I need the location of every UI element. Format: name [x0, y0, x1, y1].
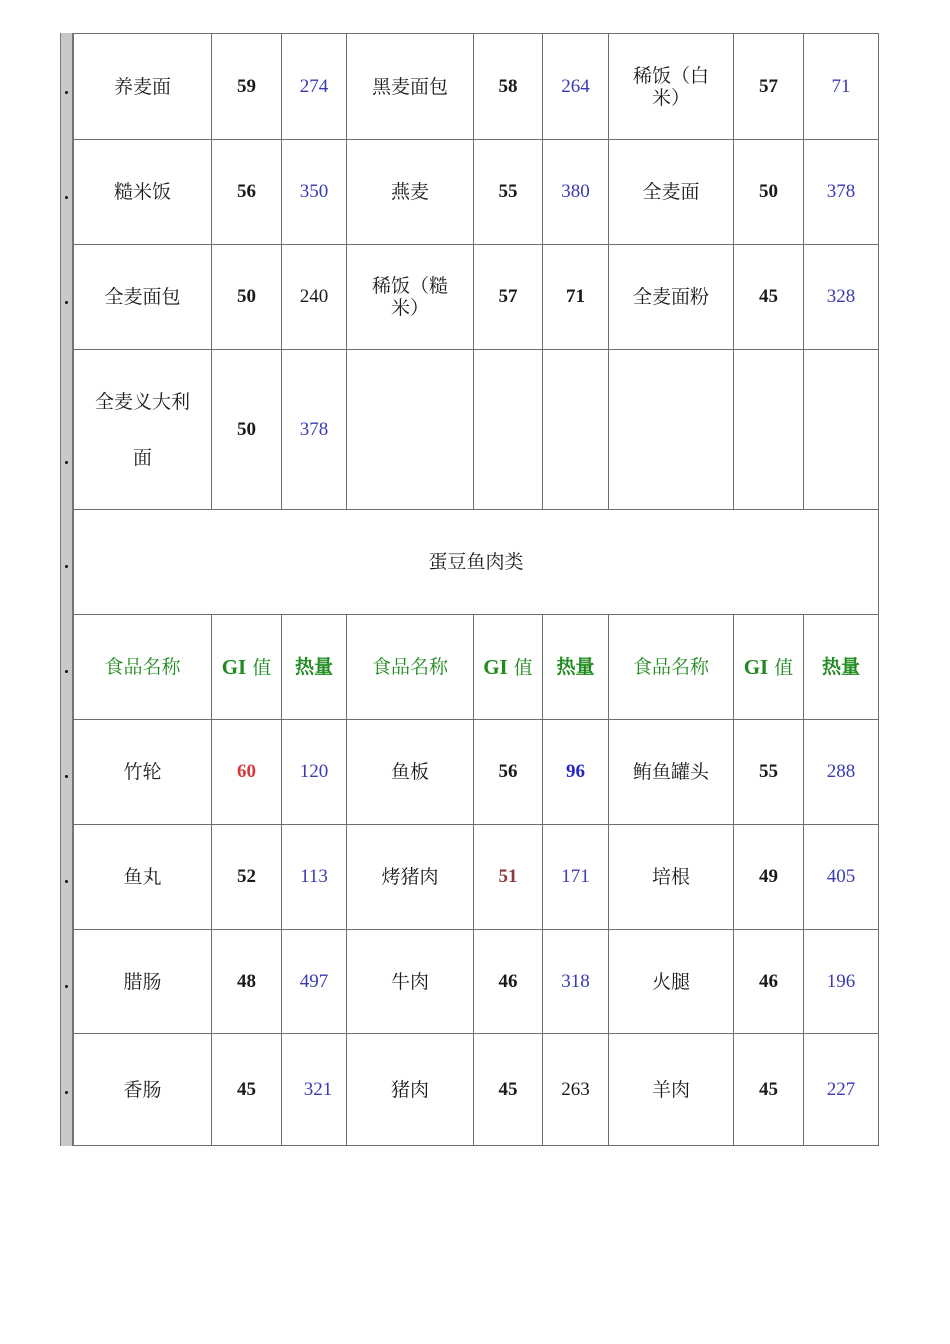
gi-value: 58	[474, 34, 543, 140]
header-kcal: 热量	[282, 615, 347, 720]
food-name: 稀饭（白米）	[632, 64, 709, 109]
kcal-value: 288	[804, 720, 879, 825]
gi-value: 56	[474, 720, 543, 825]
header-gi-latin: GI	[743, 654, 769, 679]
gi-value: 56	[212, 140, 282, 245]
header-row	[74, 615, 879, 720]
gi-value: 45	[474, 1034, 543, 1146]
row-marker	[65, 565, 68, 568]
food-name: 牛肉	[347, 930, 474, 1034]
kcal-value: 350	[282, 140, 347, 245]
gi-value: 57	[474, 245, 543, 350]
food-name: 羊肉	[609, 1034, 734, 1146]
header-gi	[212, 615, 282, 720]
food-name: 全麦义大利面	[94, 390, 190, 469]
row-marker	[65, 880, 68, 883]
row-marker	[65, 196, 68, 199]
gi-food-sheet	[60, 33, 878, 1146]
kcal-value: 227	[804, 1034, 879, 1146]
food-name: 养麦面	[74, 34, 212, 140]
gi-value: 60	[212, 720, 282, 825]
kcal-value: 240	[282, 245, 347, 350]
gi-value: 57	[734, 34, 804, 140]
food-name: 全麦面包	[74, 245, 212, 350]
kcal-value: 264	[543, 34, 609, 140]
kcal-value: 321	[282, 1034, 347, 1146]
gi-value: 48	[212, 930, 282, 1034]
gi-value: 45	[734, 1034, 804, 1146]
table-row	[74, 34, 879, 140]
kcal-value: 378	[804, 140, 879, 245]
section-title: 蛋豆鱼肉类	[74, 510, 879, 615]
food-name: 鱼板	[347, 720, 474, 825]
food-name-cell	[74, 350, 212, 510]
header-food-name: 食品名称	[609, 615, 734, 720]
kcal-value: 71	[804, 34, 879, 140]
kcal-value: 196	[804, 930, 879, 1034]
header-kcal: 热量	[543, 615, 609, 720]
kcal-value: 497	[282, 930, 347, 1034]
header-gi-cjk: 值	[774, 656, 794, 679]
gi-value: 49	[734, 825, 804, 930]
food-name: 培根	[609, 825, 734, 930]
kcal-value: 274	[282, 34, 347, 140]
kcal-value: 378	[282, 350, 347, 510]
header-gi	[474, 615, 543, 720]
row-marker	[65, 301, 68, 304]
food-name: 全麦面粉	[609, 245, 734, 350]
row-marker	[65, 1091, 68, 1094]
header-kcal: 热量	[804, 615, 879, 720]
gi-value: 59	[212, 34, 282, 140]
kcal-value: 263	[543, 1034, 609, 1146]
gi-value: 55	[734, 720, 804, 825]
row-marker	[65, 670, 68, 673]
table-row	[74, 350, 879, 510]
food-name: 全麦面	[609, 140, 734, 245]
food-name: 火腿	[609, 930, 734, 1034]
gi-value: 55	[474, 140, 543, 245]
kcal-value: 113	[282, 825, 347, 930]
gi-value: 50	[212, 350, 282, 510]
food-name: 鱼丸	[74, 825, 212, 930]
table-row	[74, 140, 879, 245]
section-row	[74, 510, 879, 615]
empty-cell	[734, 350, 804, 510]
gi-value: 45	[212, 1034, 282, 1146]
food-name: 糙米饭	[74, 140, 212, 245]
food-name-cell	[347, 245, 474, 350]
food-name: 黑麦面包	[347, 34, 474, 140]
gi-value: 45	[734, 245, 804, 350]
gi-value: 46	[474, 930, 543, 1034]
header-gi-latin: GI	[483, 654, 508, 679]
table-row	[74, 1034, 879, 1146]
table-row	[74, 720, 879, 825]
header-gi-latin: GI	[221, 654, 247, 679]
header-gi	[734, 615, 804, 720]
food-name-cell	[609, 34, 734, 140]
row-gutter	[60, 33, 73, 1146]
food-name: 腊肠	[74, 930, 212, 1034]
table-row	[74, 825, 879, 930]
empty-cell	[543, 350, 609, 510]
gi-value: 51	[474, 825, 543, 930]
kcal-value: 328	[804, 245, 879, 350]
kcal-value: 120	[282, 720, 347, 825]
row-marker	[65, 91, 68, 94]
gi-value: 46	[734, 930, 804, 1034]
empty-cell	[609, 350, 734, 510]
header-gi-cjk: 值	[252, 656, 272, 679]
food-name: 猪肉	[347, 1034, 474, 1146]
kcal-value: 71	[543, 245, 609, 350]
food-name: 烤猪肉	[347, 825, 474, 930]
food-name: 鲔鱼罐头	[609, 720, 734, 825]
table-row	[74, 930, 879, 1034]
food-name: 香肠	[74, 1034, 212, 1146]
kcal-value: 171	[543, 825, 609, 930]
food-name: 燕麦	[347, 140, 474, 245]
header-food-name: 食品名称	[74, 615, 212, 720]
kcal-value: 318	[543, 930, 609, 1034]
kcal-value: 380	[543, 140, 609, 245]
empty-cell	[804, 350, 879, 510]
gi-value: 52	[212, 825, 282, 930]
food-name: 竹轮	[74, 720, 212, 825]
empty-cell	[347, 350, 474, 510]
kcal-value: 405	[804, 825, 879, 930]
gi-table	[73, 33, 879, 1146]
row-marker	[65, 461, 68, 464]
empty-cell	[474, 350, 543, 510]
header-gi-cjk: 值	[513, 656, 533, 679]
food-name: 稀饭（糙米）	[371, 275, 448, 319]
gi-value: 50	[734, 140, 804, 245]
row-marker	[65, 985, 68, 988]
row-marker	[65, 775, 68, 778]
kcal-value: 96	[543, 720, 609, 825]
header-food-name: 食品名称	[347, 615, 474, 720]
table-row	[74, 245, 879, 350]
gi-value: 50	[212, 245, 282, 350]
